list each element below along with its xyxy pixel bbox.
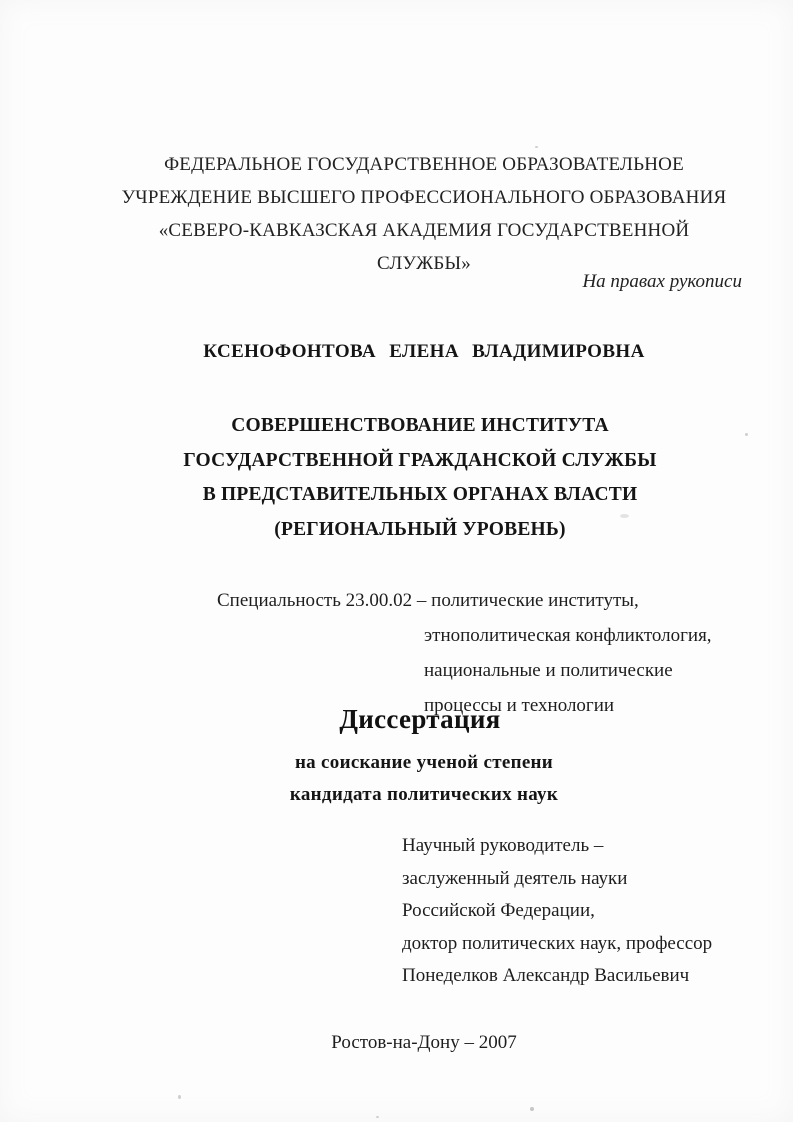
scan-speck [745, 433, 748, 436]
manuscript-rights-note: На правах рукописи [582, 271, 742, 292]
specialty-continuation-2: национальные и политические [424, 660, 673, 681]
specialty-continuation-3: процессы и технологии [424, 695, 615, 716]
scan-speck [376, 1116, 379, 1118]
advisor-block [402, 830, 762, 993]
advisor-line-2: заслуженный деятель науки [402, 867, 628, 889]
title-line-4: (РЕГИОНАЛЬНЫЙ УРОВЕНЬ) [274, 518, 566, 540]
institution-line-3: «СЕВЕРО-КАВКАЗСКАЯ АКАДЕМИЯ ГОСУДАРСТВЕННОЙ СЛУЖБЫ» [158, 220, 690, 274]
city-and-year: Ростов-на-Дону – 2007 [331, 1032, 517, 1053]
title-line-3: В ПРЕДСТАВИТЕЛЬНЫХ ОРГАНАХ ВЛАСТИ [202, 484, 638, 505]
document-type-heading: Диссертация [339, 704, 501, 734]
specialty-continuation-1: этнополитическая конфликтология, [424, 625, 712, 646]
scan-speck [530, 1107, 534, 1111]
institution-block [112, 148, 736, 280]
advisor-line-1: Научный руководитель – [402, 835, 604, 856]
institution-line-1: ФЕДЕРАЛЬНОЕ ГОСУДАРСТВЕННОЕ ОБРАЗОВАТЕЛЬНОЕ [164, 154, 684, 175]
degree-line-2: кандидата политических наук [289, 784, 559, 805]
advisor-line-5: Понеделков Александр Васильевич [402, 965, 690, 986]
dissertation-title [100, 409, 740, 547]
advisor-line-4: доктор политических наук, профессор [402, 932, 713, 954]
title-line-1: СОВЕРШЕНСТВОВАНИЕ ИНСТИТУТА [231, 415, 609, 436]
advisor-line-3: Российской Федерации, [402, 900, 595, 921]
institution-line-2: УЧРЕЖДЕНИЕ ВЫСШЕГО ПРОФЕССИОНАЛЬНОГО ОБРАЗОВАНИЯ [121, 187, 727, 208]
title-line-2: ГОСУДАРСТВЕННОЙ ГРАЖДАНСКОЙ СЛУЖБЫ [183, 449, 657, 471]
specialty-block [0, 583, 793, 723]
author-name: КСЕНОФОНТОВА ЕЛЕНА ВЛАДИМИРОВНА [203, 341, 645, 362]
scan-speck [178, 1095, 181, 1099]
degree-line-1: на соискание ученой степени [294, 752, 554, 773]
degree-block [112, 747, 736, 811]
specialty-code-line: Специальность 23.00.02 – политические институты, [217, 590, 639, 611]
